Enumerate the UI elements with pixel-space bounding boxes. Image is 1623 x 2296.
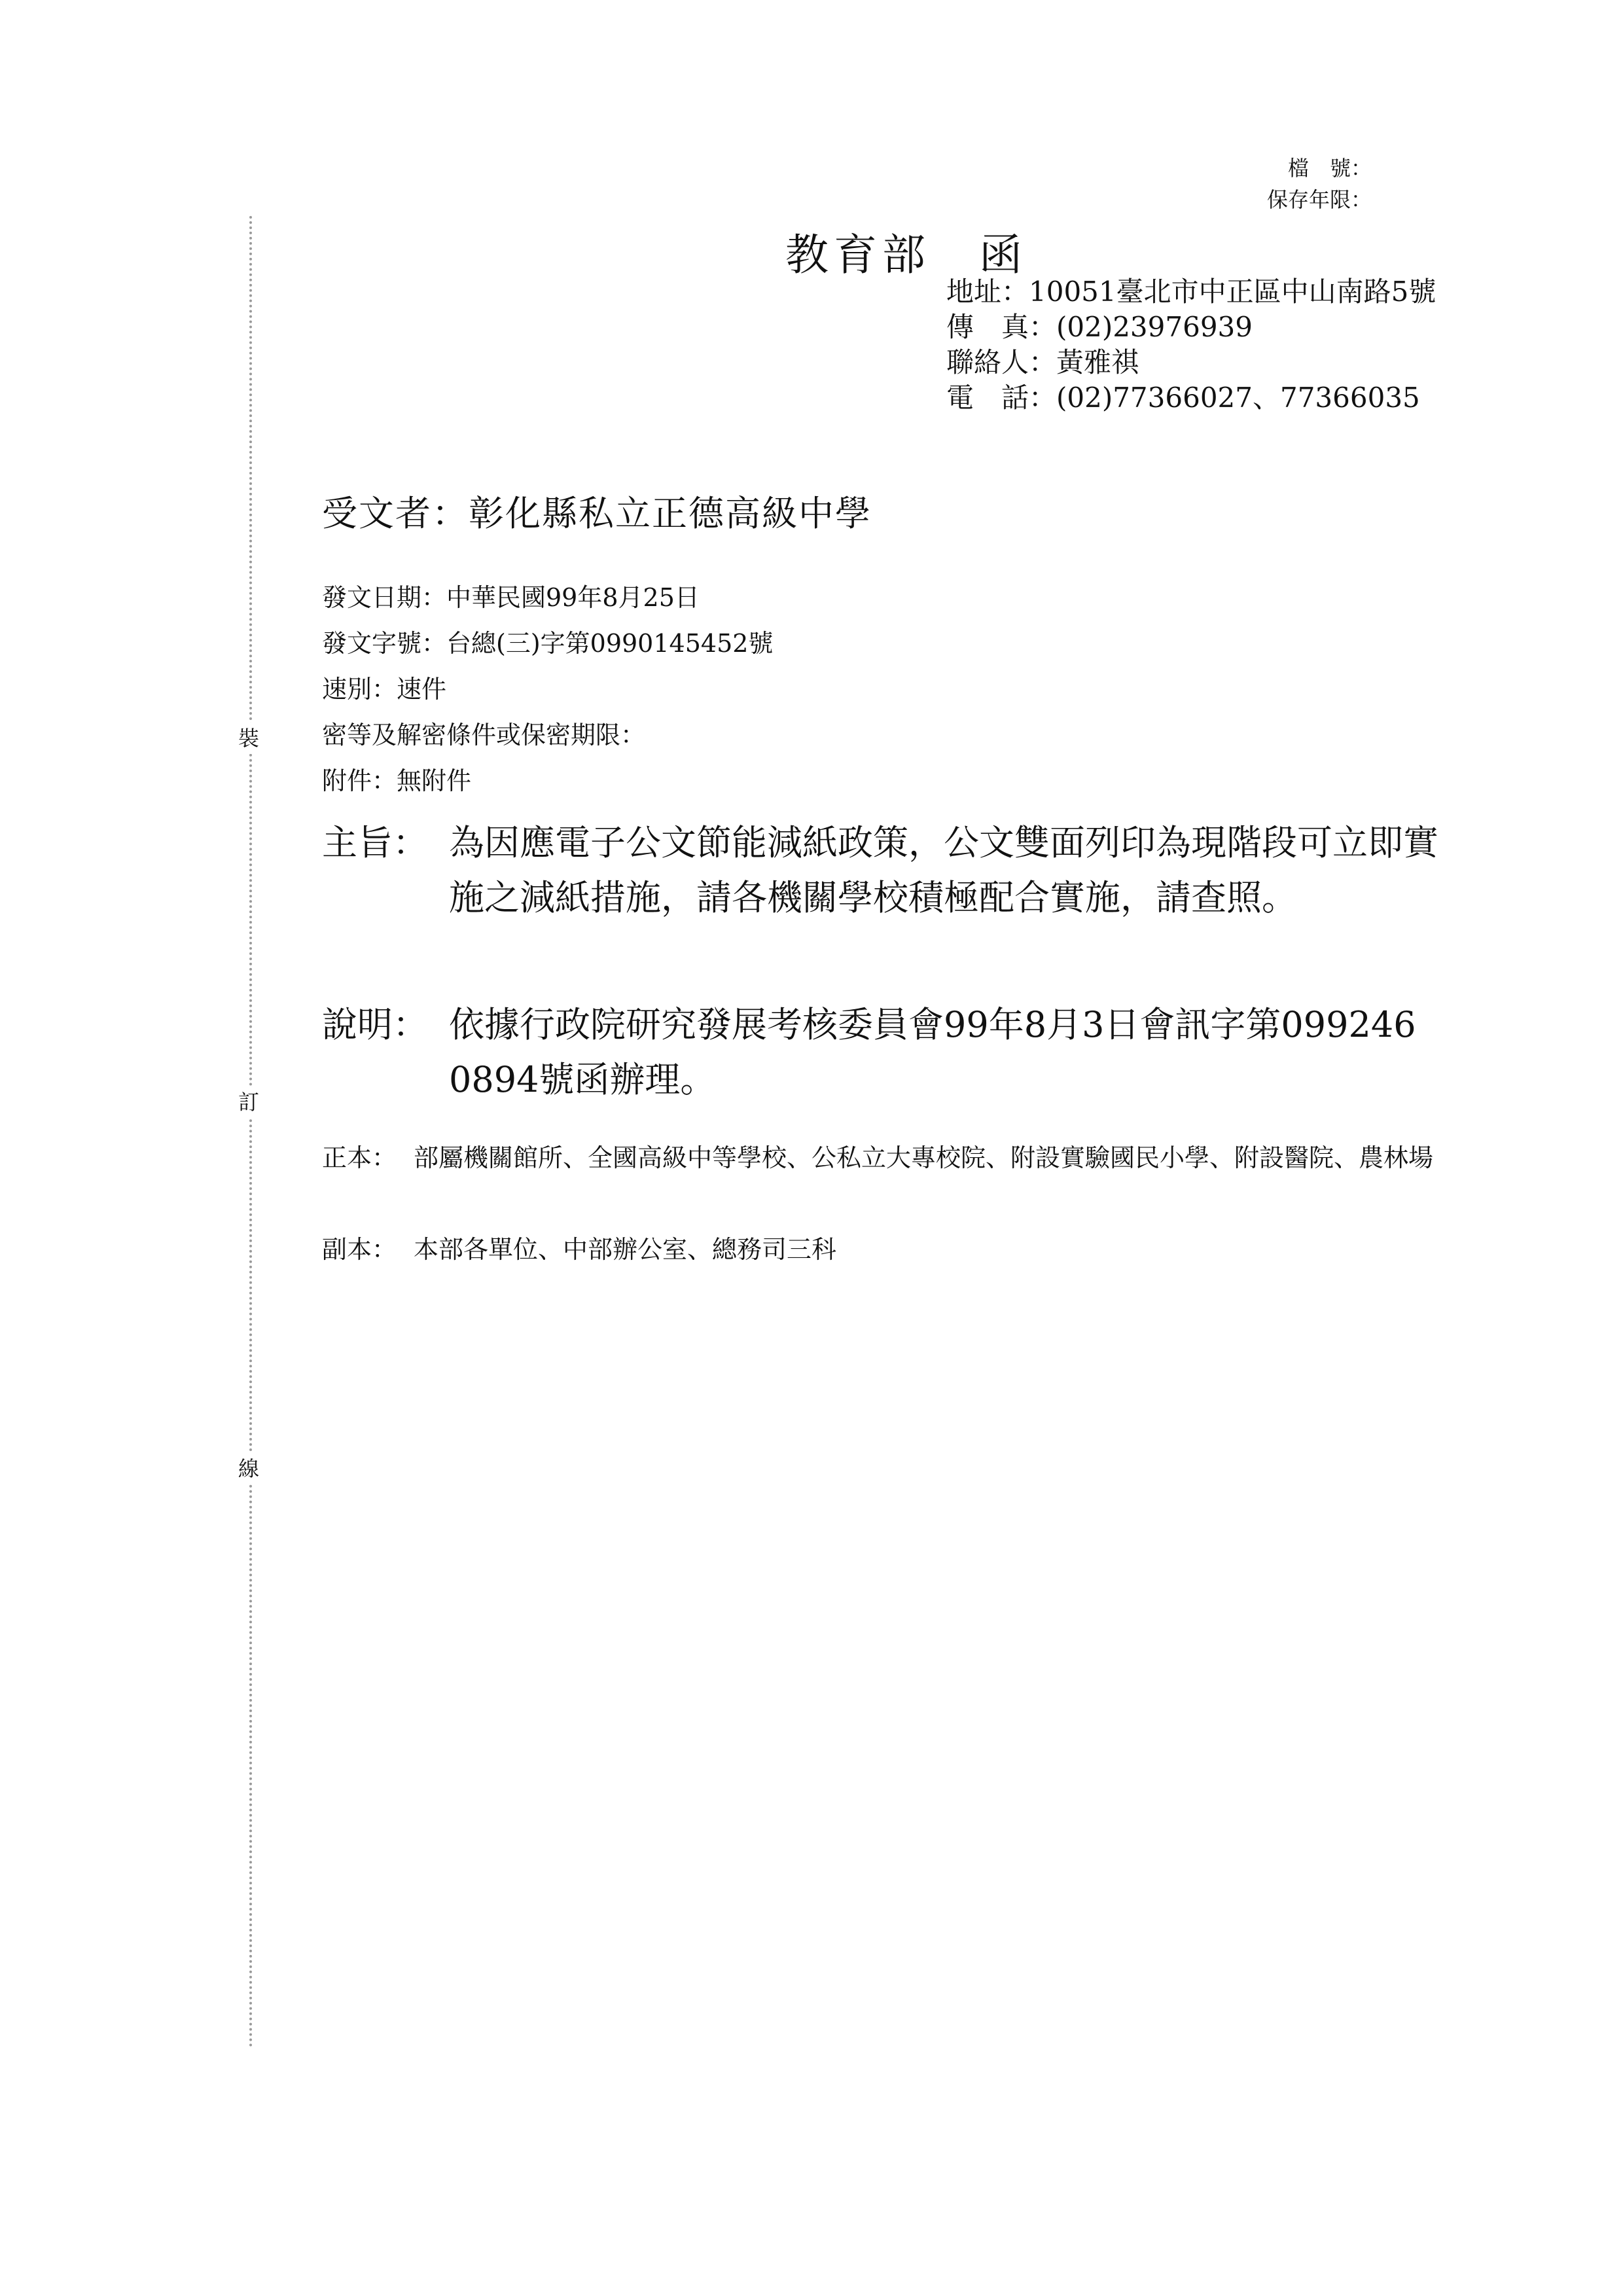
subject-label: 主旨：: [322, 822, 428, 863]
duplicate-copy-recipients: 本部各單位、中部辦公室、總務司三科: [414, 1235, 837, 1264]
subject-text: 為因應電子公文節能減紙政策，公文雙面列印為現階段可立即實施之減紙措施，請各機關學校積極配合實施，請查照。: [449, 822, 1438, 918]
document-number: 發文字號：台總(三)字第0990145452號: [322, 629, 774, 658]
binding-mark-xian: 線: [238, 1453, 259, 1484]
original-copy-label: 正本：: [322, 1143, 397, 1172]
explanation-label: 說明：: [322, 1004, 428, 1045]
sender-address: 地址：10051臺北市中正區中山南路5號: [946, 276, 1436, 308]
document-title: 教育部 函: [785, 230, 1027, 280]
sender-fax: 傳 真：(02)23976939: [946, 311, 1253, 343]
contact-person: 聯絡人：黃雅祺: [946, 346, 1139, 378]
explanation-text: 依據行政院研究發展考核委員會99年8月3日會訊字第0992460894號函辦理。: [449, 1004, 1416, 1100]
recipient: 受文者：彰化縣私立正德高級中學: [322, 493, 872, 534]
binding-mark-zhuang: 裝: [238, 723, 259, 754]
secrecy-level: 密等及解密條件或保密期限：: [322, 721, 646, 749]
original-copy-recipients: 部屬機關館所、全國高級中等學校、公私立大專校院、附設實驗國民小學、附設醫院、農林場: [414, 1143, 1434, 1172]
file-number-label: 檔 號：: [1287, 156, 1372, 181]
binding-dotted-line: [249, 216, 252, 2049]
duplicate-copy-label: 副本：: [322, 1235, 397, 1264]
binding-mark-ding: 訂: [238, 1086, 259, 1118]
retention-period-label: 保存年限：: [1266, 187, 1372, 212]
attachment: 附件：無附件: [322, 766, 472, 795]
delivery-speed: 速別：速件: [322, 675, 447, 704]
issue-date: 發文日期：中華民國99年8月25日: [322, 583, 700, 612]
sender-phone: 電 話：(02)77366027、77366035: [946, 382, 1420, 414]
